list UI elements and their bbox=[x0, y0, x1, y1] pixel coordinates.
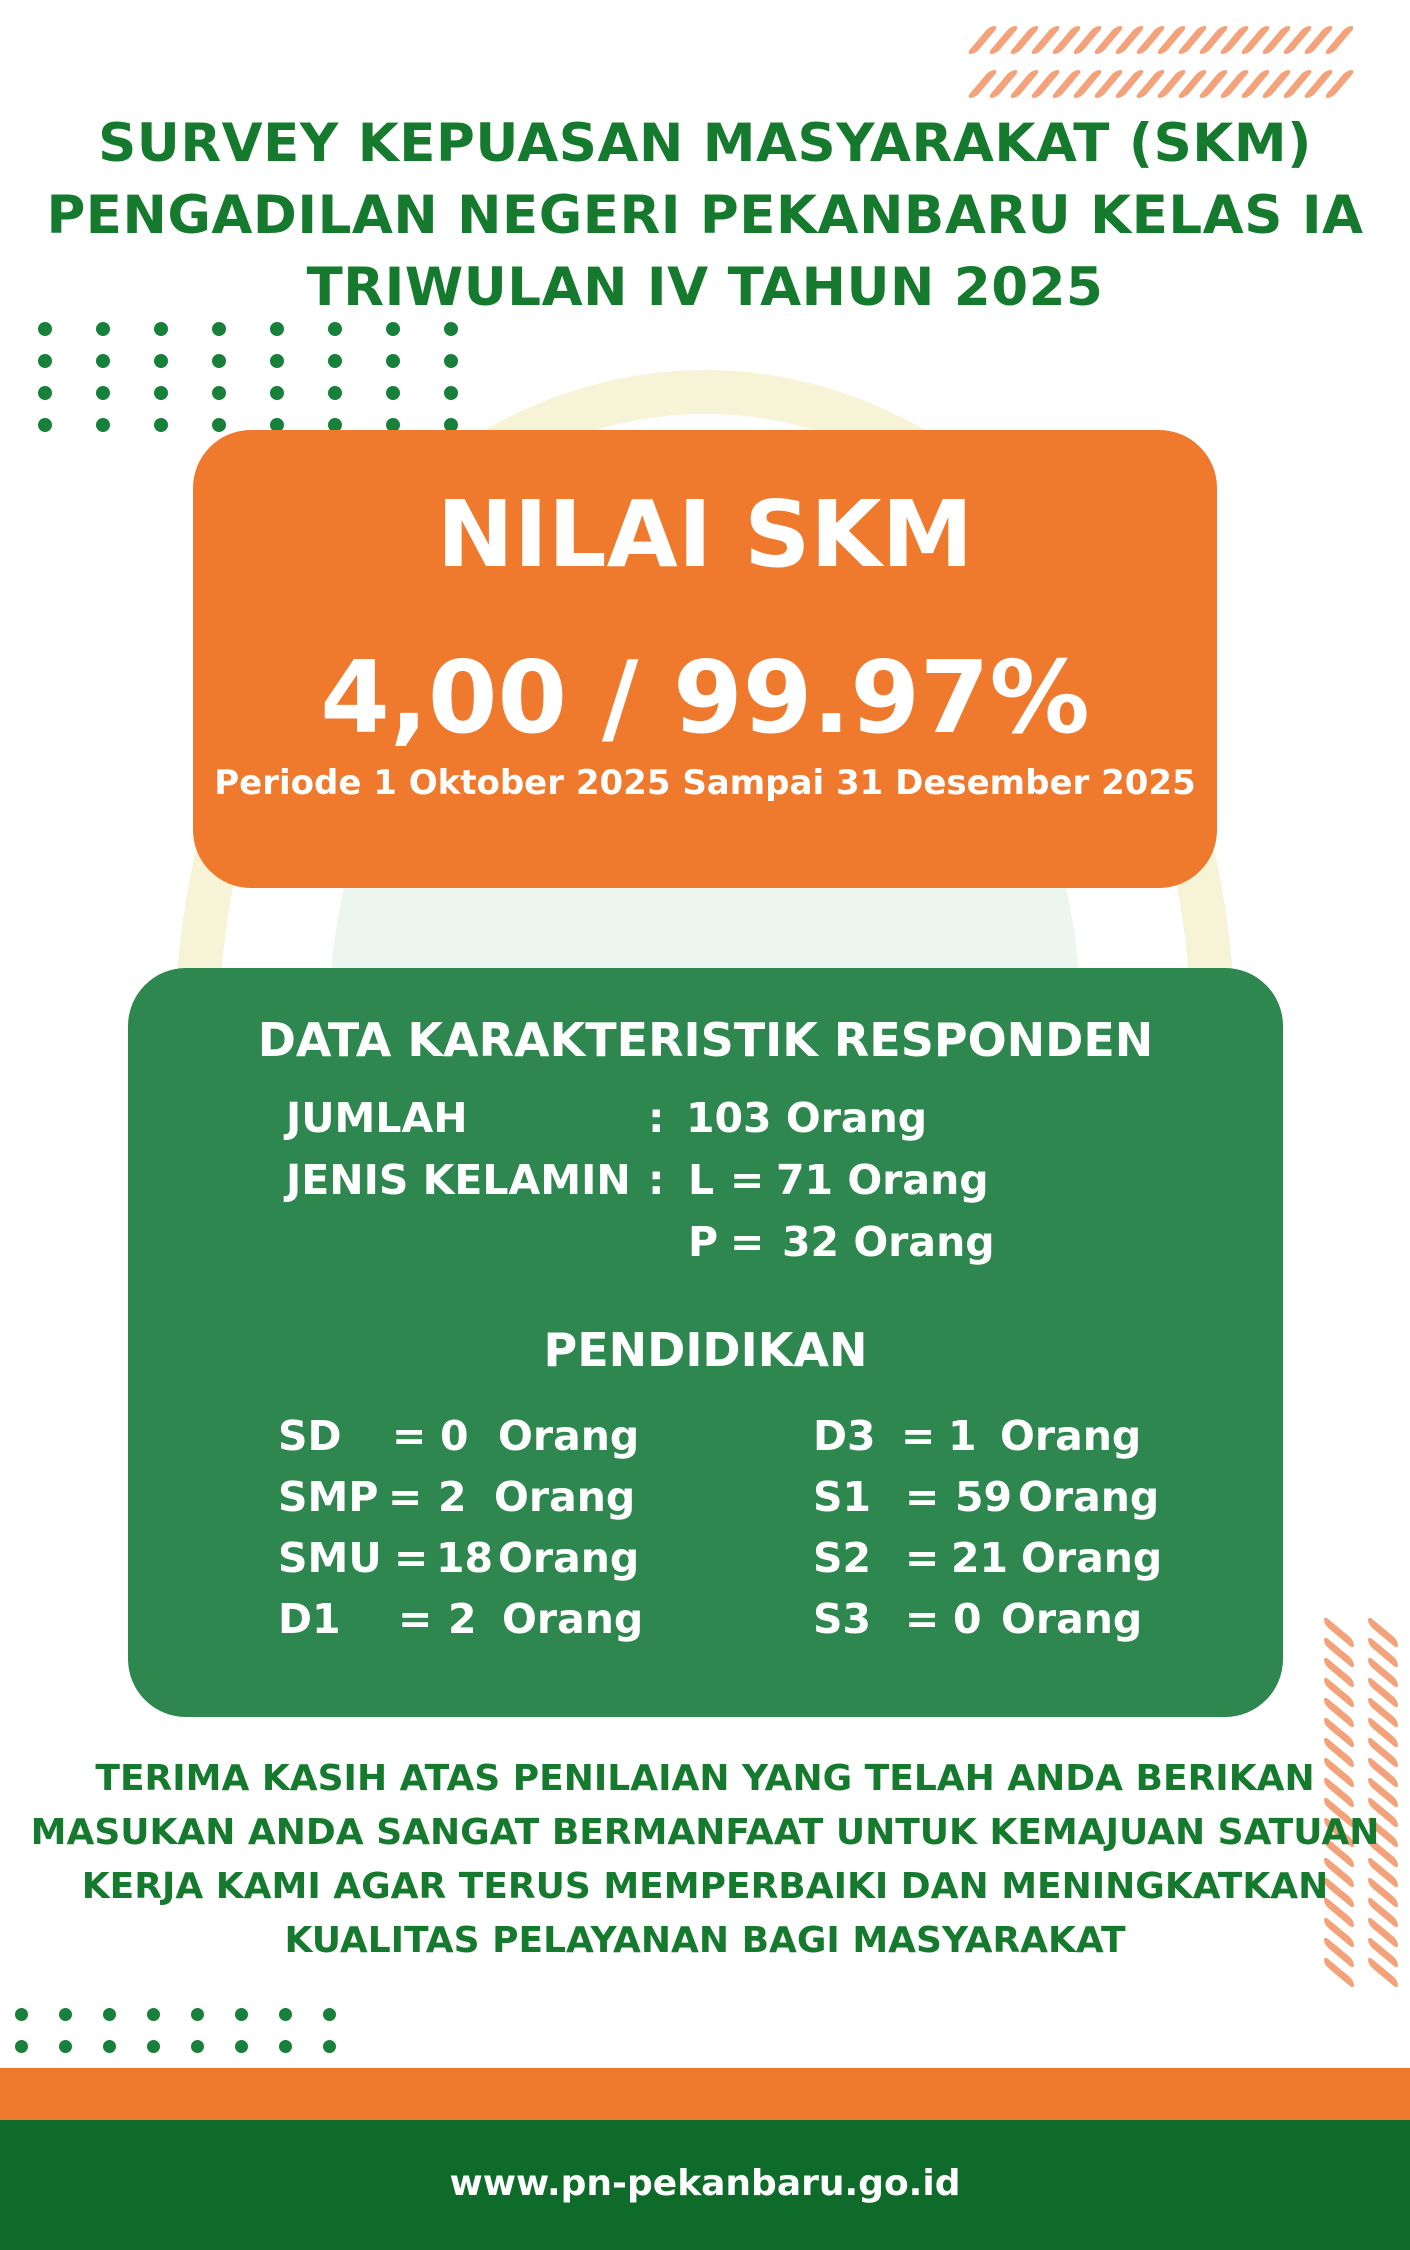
decorative-stripes-top bbox=[978, 26, 1344, 98]
gender-male-key: L bbox=[688, 1156, 715, 1204]
education-count: 2 bbox=[438, 1473, 467, 1521]
education-eq: = bbox=[905, 1595, 940, 1643]
gender-male-value: 71 Orang bbox=[776, 1156, 989, 1204]
total-value: 103 Orang bbox=[686, 1094, 928, 1142]
total-label: JUMLAH bbox=[286, 1094, 468, 1142]
education-count: 2 bbox=[448, 1595, 477, 1643]
skm-value: 4,00 / 99.97% bbox=[320, 639, 1090, 756]
closing-message bbox=[0, 1752, 1410, 1968]
gender-male-eq: = bbox=[730, 1156, 765, 1204]
title-line-2: PENGADILAN NEGERI PEKANBARU KELAS IA bbox=[46, 185, 1364, 246]
skm-period: Periode 1 Oktober 2025 Sampai 31 Desember 2025 bbox=[214, 763, 1196, 803]
gender-label: JENIS KELAMIN bbox=[286, 1156, 631, 1204]
education-eq: = bbox=[905, 1473, 940, 1521]
education-count: 0 bbox=[953, 1595, 982, 1643]
education-level: SD bbox=[278, 1412, 342, 1460]
education-level: D1 bbox=[278, 1595, 341, 1643]
education-unit: Orang bbox=[502, 1595, 644, 1643]
skm-score-card bbox=[193, 430, 1217, 888]
education-unit: Orang bbox=[1001, 1595, 1143, 1643]
closing-line-1: TERIMA KASIH ATAS PENILAIAN YANG TELAH ANDA BERIKAN bbox=[95, 1758, 1315, 1799]
education-level: S2 bbox=[813, 1534, 872, 1582]
education-unit: Orang bbox=[1018, 1473, 1160, 1521]
gender-colon: : bbox=[648, 1156, 665, 1204]
closing-line-2: MASUKAN ANDA SANGAT BERMANFAAT UNTUK KEMAJUAN SATUAN bbox=[30, 1812, 1380, 1853]
education-level: S3 bbox=[813, 1595, 872, 1643]
education-count: 0 bbox=[440, 1412, 469, 1460]
gender-female-key: P bbox=[688, 1218, 719, 1266]
closing-line-4: KUALITAS PELAYANAN BAGI MASYARAKAT bbox=[284, 1920, 1126, 1961]
education-eq: = bbox=[905, 1534, 940, 1582]
education-eq: = bbox=[398, 1595, 433, 1643]
gender-female-value: 32 Orang bbox=[782, 1218, 995, 1266]
education-eq: = bbox=[392, 1412, 427, 1460]
gender-female-eq: = bbox=[730, 1218, 765, 1266]
education-count: 18 bbox=[436, 1534, 494, 1582]
education-unit: Orang bbox=[1021, 1534, 1163, 1582]
education-level: S1 bbox=[813, 1473, 872, 1521]
total-colon: : bbox=[648, 1094, 665, 1142]
education-level: D3 bbox=[813, 1412, 876, 1460]
education-heading: PENDIDIKAN bbox=[543, 1323, 868, 1377]
decorative-dots-top bbox=[38, 322, 458, 432]
education-count: 59 bbox=[955, 1473, 1013, 1521]
decorative-dots-bottom bbox=[15, 2008, 336, 2053]
education-count: 1 bbox=[948, 1412, 977, 1460]
title-line-1: SURVEY KEPUASAN MASYARAKAT (SKM) bbox=[98, 113, 1312, 174]
skm-label: NILAI SKM bbox=[436, 481, 974, 588]
page-title bbox=[0, 108, 1410, 324]
education-unit: Orang bbox=[1000, 1412, 1142, 1460]
education-eq: = bbox=[388, 1473, 423, 1521]
footer-orange-band bbox=[0, 2068, 1410, 2120]
respondent-card bbox=[128, 968, 1283, 1717]
education-eq: = bbox=[901, 1412, 936, 1460]
closing-line-3: KERJA KAMI AGAR TERUS MEMPERBAIKI DAN MENINGKATKAN bbox=[81, 1866, 1329, 1907]
respondent-heading: DATA KARAKTERISTIK RESPONDEN bbox=[257, 1013, 1154, 1067]
education-eq: = bbox=[394, 1534, 429, 1582]
education-level: SMP bbox=[278, 1473, 379, 1521]
education-unit: Orang bbox=[498, 1534, 640, 1582]
website-link[interactable]: www.pn-pekanbaru.go.id bbox=[449, 2163, 961, 2204]
education-unit: Orang bbox=[498, 1412, 640, 1460]
education-count: 21 bbox=[951, 1534, 1009, 1582]
education-unit: Orang bbox=[494, 1473, 636, 1521]
education-level: SMU bbox=[278, 1534, 382, 1582]
title-line-3: TRIWULAN IV TAHUN 2025 bbox=[306, 257, 1104, 318]
